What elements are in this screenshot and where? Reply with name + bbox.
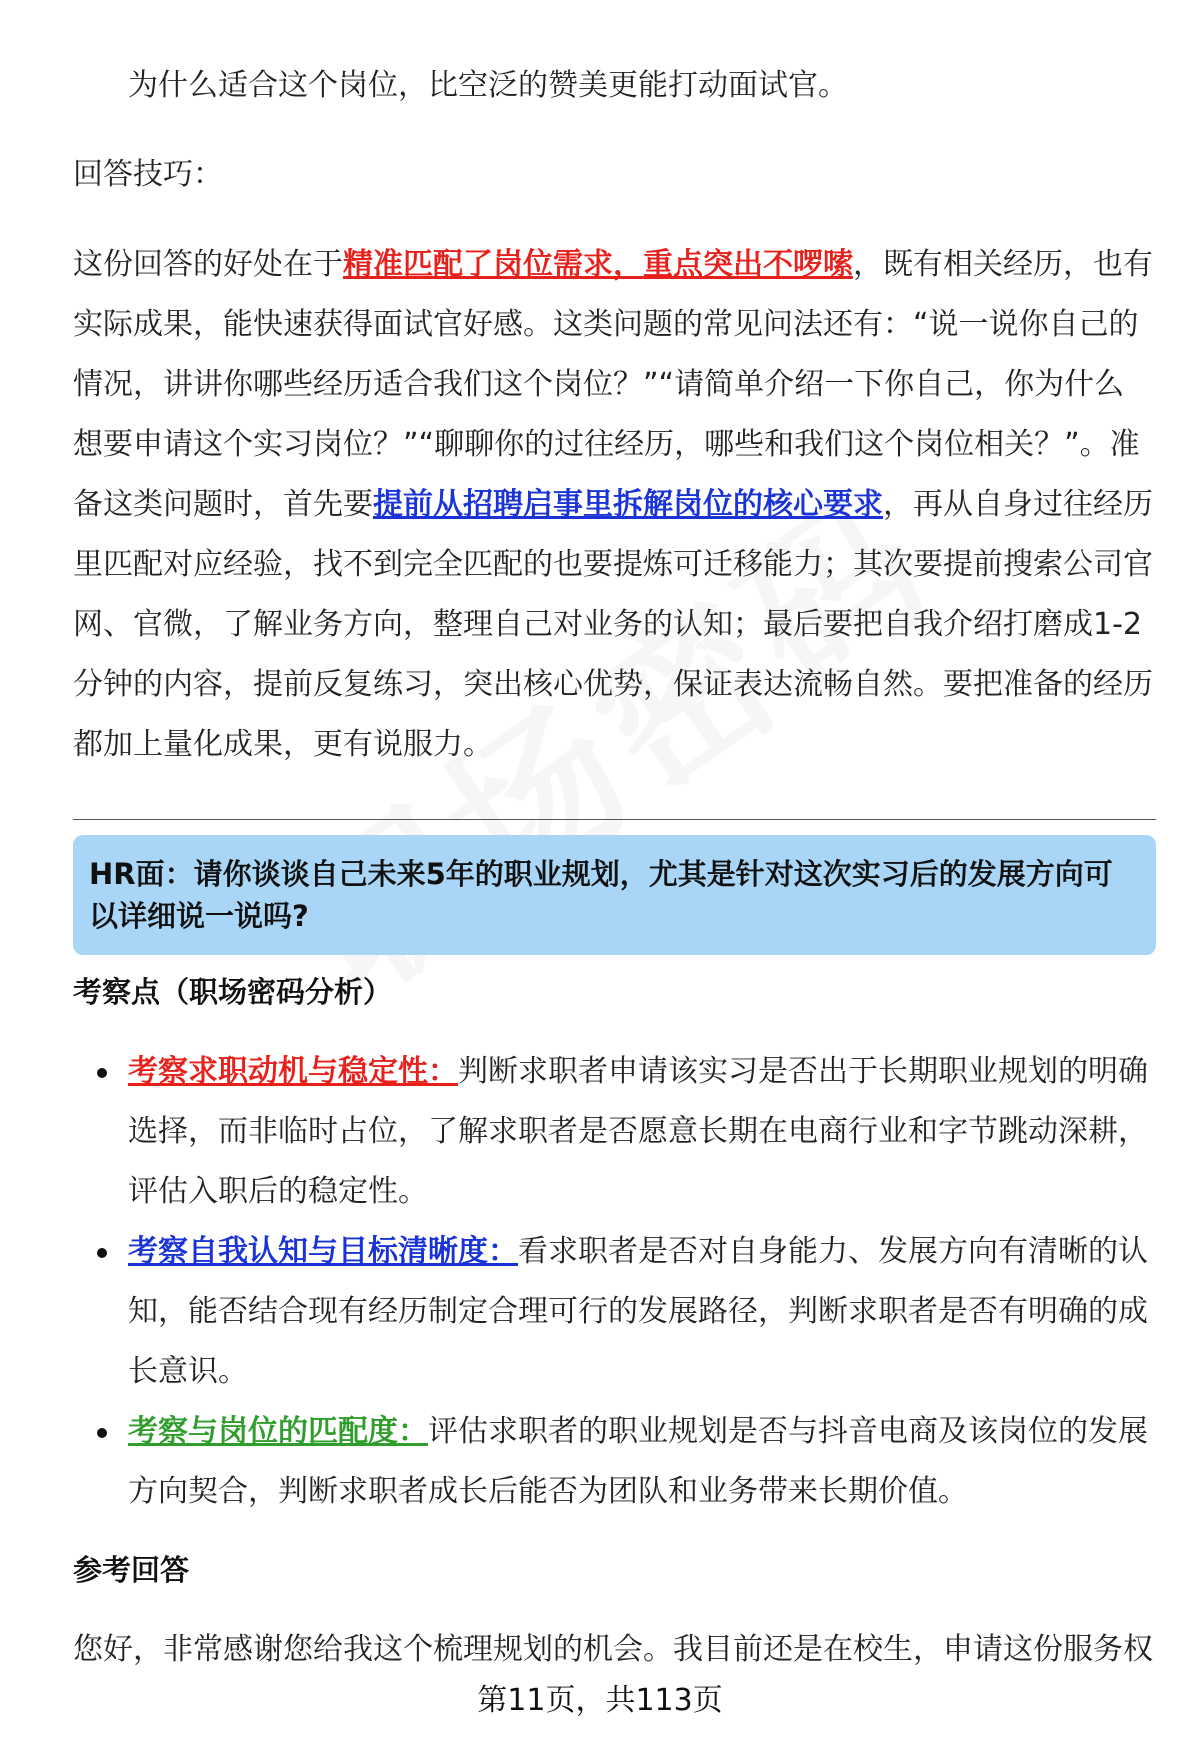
- assessment-label: 考察求职动机与稳定性：: [128, 1054, 458, 1089]
- tips-text-2: ，既有相关经历，也有实际成果，能快速获得面试官好感。这类问题的常见问法还有：“说一说你自己的情况，讲讲你哪些经历适合我们这个岗位？”“请简单介绍一下你自己，你为什么想要申请这个实习岗位？”“聊聊你的过往经历，哪些和我们这个岗位相关？”。准备这类问题时，首先要: [73, 247, 1153, 522]
- page-footer: 第11页，共113页: [477, 1683, 723, 1718]
- tips-paragraph: [73, 235, 1153, 775]
- assessment-label: 考察与岗位的匹配度：: [128, 1414, 428, 1449]
- tips-text-3: ，再从自身过往经历里匹配对应经验，找不到完全匹配的也要提炼可迁移能力；其次要提前搜索公司官网、官微，了解业务方向，整理自己对业务的认知；最后要把自我介绍打磨成1-2分钟的内容，提前反复练习，突出核心优势，保证表达流畅自然。要把准备的经历都加上量化成果，更有说服力。: [73, 487, 1153, 762]
- assessment-label: 考察自我认知与目标清晰度：: [128, 1234, 518, 1269]
- bullet-dot-icon: [97, 1248, 107, 1258]
- assessment-text: 评估求职者的职业规划是否与抖音电商及该岗位的发展方向契合，判断求职者成长后能否为团队和业务带来长期价值。: [128, 1414, 1148, 1509]
- assessment-heading: 考察点（职场密码分析）: [73, 975, 393, 1009]
- tips-highlight-blue: 提前从招聘启事里拆解岗位的核心要求: [373, 487, 883, 522]
- bullet-dot-icon: [97, 1428, 107, 1438]
- assessment-item: [73, 1042, 1158, 1222]
- reference-answer-text: 您好，非常感谢您给我这个梳理规划的机会。我目前还是在校生，申请这份服务权: [73, 1632, 1153, 1667]
- tips-heading: 回答技巧：: [73, 157, 223, 192]
- reference-heading: 参考回答: [73, 1553, 190, 1587]
- assessment-text: 判断求职者申请该实习是否出于长期职业规划的明确选择，而非临时占位，了解求职者是否愿意长期在电商行业和字节跳动深耕，评估入职后的稳定性。: [128, 1054, 1148, 1209]
- assessment-item: [73, 1402, 1158, 1522]
- assessment-text: 看求职者是否对自身能力、发展方向有清晰的认知，能否结合现有经历制定合理可行的发展路径，判断求职者是否有明确的成长意识。: [128, 1234, 1148, 1389]
- assessment-list: [73, 1042, 1158, 1522]
- bullet-dot-icon: [97, 1068, 107, 1078]
- section-divider: [73, 819, 1156, 820]
- question-box: HR面：请你谈谈自己未来5年的职业规划，尤其是针对这次实习后的发展方向可以详细说一说吗?: [73, 835, 1156, 955]
- intro-continuation-text: 为什么适合这个岗位，比空泛的赞美更能打动面试官。: [128, 68, 848, 103]
- assessment-item: [73, 1222, 1158, 1402]
- tips-highlight-red: 精准匹配了岗位需求，重点突出不啰嗦: [343, 247, 853, 282]
- tips-text-1: 这份回答的好处在于: [73, 247, 343, 282]
